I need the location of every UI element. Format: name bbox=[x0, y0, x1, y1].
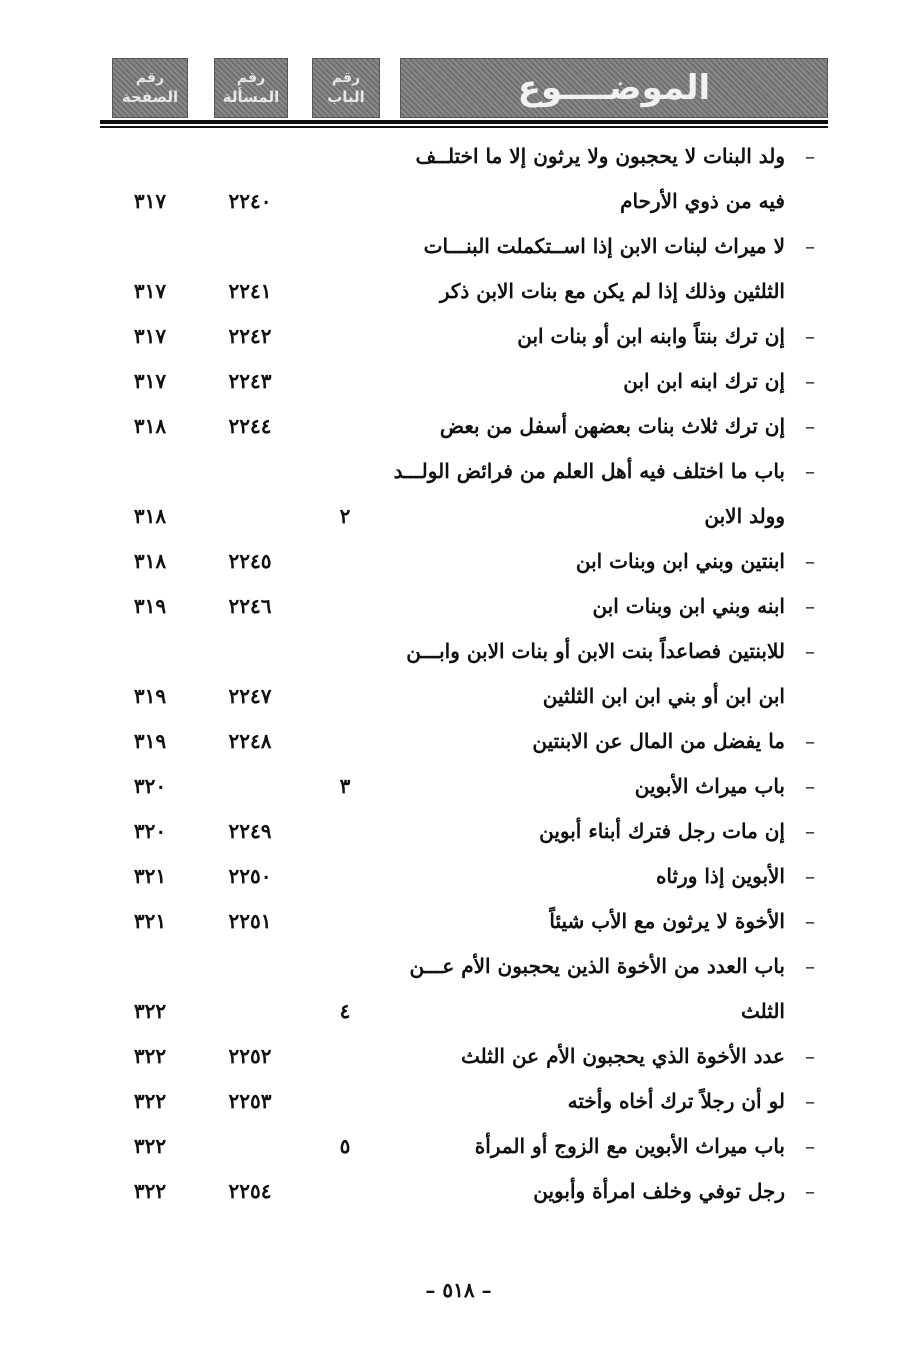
topic-column-header bbox=[400, 58, 828, 118]
row-topic: الأبوين إذا ورثاه bbox=[655, 864, 785, 888]
row-topic: لو أن رجلاً ترك أخاه وأخته bbox=[567, 1089, 785, 1113]
page-number: – ٥١٨ – bbox=[425, 1278, 492, 1302]
row-issue-number: ٢٢٤٨ bbox=[228, 729, 272, 753]
row-dash: – bbox=[805, 1179, 815, 1203]
row-dash: – bbox=[805, 909, 815, 933]
row-page-number: ٣٢٠ bbox=[133, 819, 167, 843]
row-topic: ابنتين وبني ابن وبنات ابن bbox=[575, 549, 785, 573]
row-dash: – bbox=[805, 234, 815, 258]
row-topic: إن ترك ثلاث بنات بعضهن أسفل من بعض bbox=[439, 414, 785, 438]
row-topic: ولد البنات لا يحجبون ولا يرثون إلا ما اختلــف bbox=[415, 144, 785, 168]
table-row bbox=[0, 674, 917, 719]
table-row bbox=[0, 539, 917, 584]
row-topic: باب العدد من الأخوة الذين يحجبون الأم عـــن bbox=[409, 954, 785, 978]
row-page-number: ٣٢١ bbox=[133, 909, 167, 933]
row-topic: ما يفضل من المال عن الابنتين bbox=[532, 729, 785, 753]
issue-header-line1: رقم bbox=[236, 70, 266, 86]
table-row bbox=[0, 1124, 917, 1169]
row-page-number: ٣٢٢ bbox=[133, 1179, 167, 1203]
row-dash: – bbox=[805, 414, 815, 438]
row-chapter-number: ٤ bbox=[339, 999, 351, 1023]
page-header-line2: الصفحة bbox=[121, 88, 179, 106]
table-row bbox=[0, 989, 917, 1034]
row-page-number: ٣٢١ bbox=[133, 864, 167, 888]
table-row bbox=[0, 944, 917, 989]
row-issue-number: ٢٢٤٣ bbox=[228, 369, 272, 393]
row-topic: إن ترك بنتاً وابنه ابن أو بنات ابن bbox=[517, 324, 785, 348]
row-page-number: ٣٢٢ bbox=[133, 1089, 167, 1113]
row-dash: – bbox=[805, 324, 815, 348]
row-dash: – bbox=[805, 459, 815, 483]
row-dash: – bbox=[805, 864, 815, 888]
row-issue-number: ٢٢٤٦ bbox=[228, 594, 272, 618]
row-issue-number: ٢٢٤٢ bbox=[228, 324, 272, 348]
row-issue-number: ٢٢٤٥ bbox=[228, 549, 272, 573]
row-chapter-number: ٥ bbox=[339, 1134, 351, 1158]
row-topic: باب ما اختلف فيه أهل العلم من فرائض الولـــد bbox=[393, 459, 785, 483]
row-dash: – bbox=[805, 594, 815, 618]
row-page-number: ٣١٧ bbox=[133, 324, 167, 348]
row-issue-number: ٢٢٤٩ bbox=[228, 819, 272, 843]
row-topic: ابنه وبني ابن وبنات ابن bbox=[592, 594, 785, 618]
row-topic: ابن ابن أو بني ابن ابن الثلثين bbox=[542, 684, 785, 708]
table-row bbox=[0, 764, 917, 809]
row-page-number: ٣١٧ bbox=[133, 189, 167, 213]
table-row bbox=[0, 629, 917, 674]
table-row bbox=[0, 449, 917, 494]
table-row bbox=[0, 224, 917, 269]
header-rule-thick bbox=[100, 120, 828, 124]
table-row bbox=[0, 719, 917, 764]
row-issue-number: ٢٢٥٣ bbox=[228, 1089, 272, 1113]
issue-header-line2: المسألة bbox=[222, 88, 280, 106]
row-dash: – bbox=[805, 549, 815, 573]
row-issue-number: ٢٢٥٠ bbox=[228, 864, 272, 888]
row-page-number: ٣١٩ bbox=[133, 729, 167, 753]
chapter-header-line2: الباب bbox=[327, 88, 365, 106]
row-dash: – bbox=[805, 369, 815, 393]
row-chapter-number: ٣ bbox=[339, 774, 351, 798]
row-issue-number: ٢٢٤٤ bbox=[228, 414, 272, 438]
topic-header-label: الموضــــوع bbox=[517, 68, 711, 108]
table-row bbox=[0, 404, 917, 449]
page-column-header bbox=[112, 58, 188, 118]
table-row bbox=[0, 899, 917, 944]
table-row bbox=[0, 809, 917, 854]
table-row bbox=[0, 179, 917, 224]
row-issue-number: ٢٢٥١ bbox=[228, 909, 272, 933]
table-row bbox=[0, 1169, 917, 1214]
table-header bbox=[100, 58, 828, 126]
row-dash: – bbox=[805, 1134, 815, 1158]
row-page-number: ٣٢٢ bbox=[133, 1044, 167, 1068]
row-page-number: ٣١٧ bbox=[133, 369, 167, 393]
row-topic: رجل توفي وخلف امرأة وأبوين bbox=[533, 1179, 785, 1203]
row-issue-number: ٢٢٥٤ bbox=[228, 1179, 272, 1203]
table-row bbox=[0, 494, 917, 539]
table-row bbox=[0, 359, 917, 404]
row-dash: – bbox=[805, 954, 815, 978]
row-dash: – bbox=[805, 1089, 815, 1113]
table-row bbox=[0, 269, 917, 314]
row-issue-number: ٢٢٤١ bbox=[228, 279, 272, 303]
page-header-line1: رقم bbox=[135, 70, 165, 86]
table-row bbox=[0, 134, 917, 179]
chapter-column-header bbox=[312, 58, 380, 118]
row-topic: وولد الابن bbox=[704, 504, 785, 528]
row-topic: عدد الأخوة الذي يحجبون الأم عن الثلث bbox=[461, 1044, 785, 1068]
table-row bbox=[0, 1079, 917, 1124]
row-page-number: ٣٢٢ bbox=[133, 999, 167, 1023]
table-row bbox=[0, 854, 917, 899]
row-dash: – bbox=[805, 774, 815, 798]
table-row bbox=[0, 584, 917, 629]
row-dash: – bbox=[805, 819, 815, 843]
row-dash: – bbox=[805, 729, 815, 753]
row-topic: الثلث bbox=[741, 999, 785, 1023]
chapter-header-line1: رقم bbox=[331, 70, 361, 86]
table-row bbox=[0, 1034, 917, 1079]
row-topic: للابنتين فصاعداً بنت الابن أو بنات الابن وابـــن bbox=[406, 639, 785, 663]
index-table bbox=[0, 134, 917, 1214]
row-page-number: ٣٢٠ bbox=[133, 774, 167, 798]
row-page-number: ٣١٧ bbox=[133, 279, 167, 303]
row-topic: لا ميراث لبنات الابن إذا اســتكملت البنـــات bbox=[423, 234, 785, 258]
row-topic: إن مات رجل فترك أبناء أبوين bbox=[539, 819, 785, 843]
row-issue-number: ٢٢٥٢ bbox=[228, 1044, 272, 1068]
row-page-number: ٣٢٢ bbox=[133, 1134, 167, 1158]
row-topic: باب ميراث الأبوين bbox=[634, 774, 785, 798]
row-page-number: ٣١٨ bbox=[133, 414, 167, 438]
row-topic: الأخوة لا يرثون مع الأب شيئاً bbox=[549, 909, 785, 933]
row-page-number: ٣١٨ bbox=[133, 504, 167, 528]
table-row bbox=[0, 314, 917, 359]
row-topic: باب ميراث الأبوين مع الزوج أو المرأة bbox=[474, 1134, 785, 1158]
row-topic: فيه من ذوي الأرحام bbox=[620, 189, 785, 213]
header-rule-thin bbox=[100, 126, 828, 128]
row-dash: – bbox=[805, 144, 815, 168]
row-page-number: ٣١٩ bbox=[133, 684, 167, 708]
row-issue-number: ٢٢٤٧ bbox=[228, 684, 272, 708]
row-issue-number: ٢٢٤٠ bbox=[228, 189, 272, 213]
row-topic: الثلثين وذلك إذا لم يكن مع بنات الابن ذكر bbox=[439, 279, 785, 303]
row-chapter-number: ٢ bbox=[339, 504, 351, 528]
row-topic: إن ترك ابنه ابن ابن bbox=[623, 369, 785, 393]
row-page-number: ٣١٨ bbox=[133, 549, 167, 573]
row-dash: – bbox=[805, 639, 815, 663]
row-page-number: ٣١٩ bbox=[133, 594, 167, 618]
row-dash: – bbox=[805, 1044, 815, 1068]
issue-column-header bbox=[214, 58, 288, 118]
